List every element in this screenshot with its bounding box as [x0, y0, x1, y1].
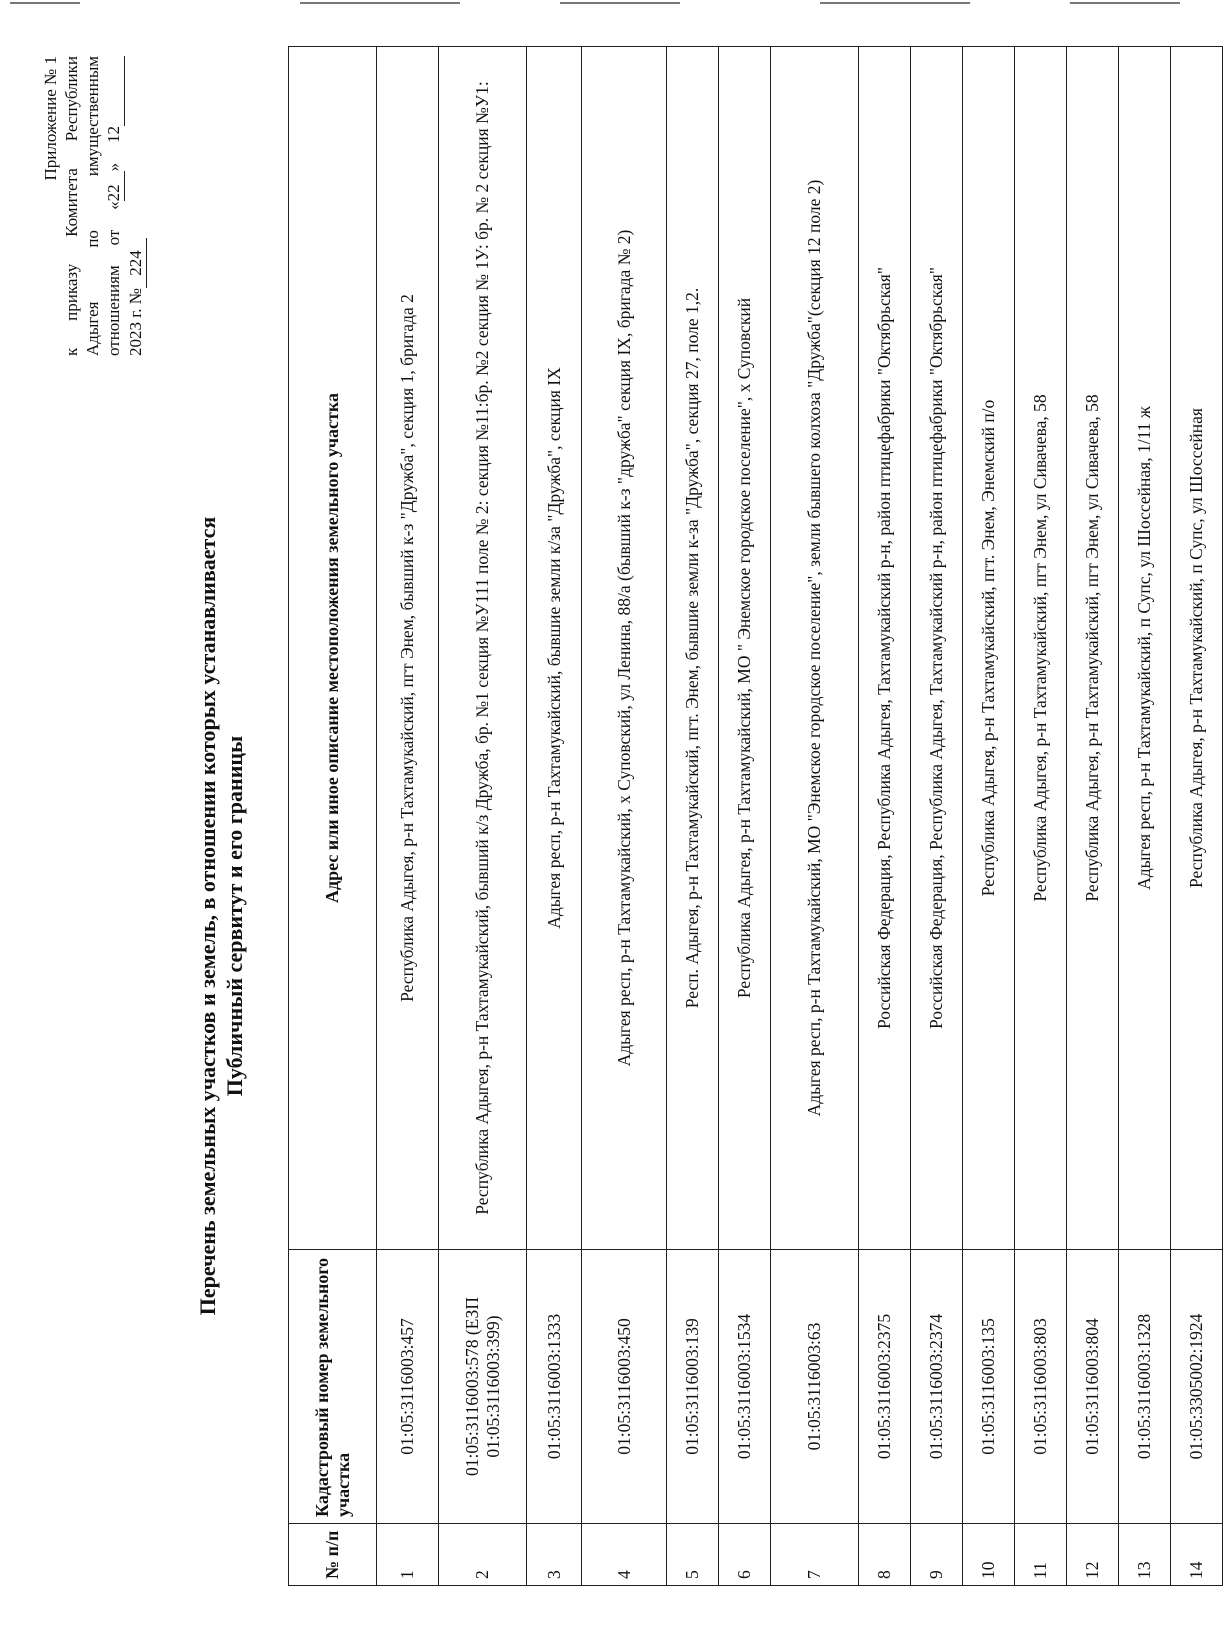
- row-address: Российская Федерация, Республика Адыгея, Тахтамукайский р-н, район птицефабрики "Октябрьская": [911, 47, 963, 1250]
- appendix-order-line: к приказу Комитета Республики: [62, 56, 81, 356]
- appendix-year-prefix: 2023 г. №: [126, 287, 145, 356]
- row-number: 12: [1067, 1524, 1119, 1586]
- scan-artifact-line: [10, 2, 80, 4]
- row-cadastral-number: 01:05:3116003:457: [377, 1250, 439, 1524]
- scan-artifact-line: [820, 2, 970, 4]
- row-cadastral-number: 01:05:3116003:2374: [911, 1250, 963, 1524]
- table-row: [527, 47, 582, 1586]
- row-cadastral-number: 01:05:3116003:135: [963, 1250, 1015, 1524]
- row-number: 14: [1171, 1524, 1223, 1586]
- row-cadastral-number: 01:05:3116003:578 (ЕЗП 01:05:3116003:399): [439, 1250, 527, 1524]
- table-row: [771, 47, 859, 1586]
- header-address: Адрес или иное описание местоположения земельного участка: [289, 47, 377, 1250]
- row-number: 6: [719, 1524, 771, 1586]
- title-line-1: Перечень земельных участков и земель, в отношении которых устанавливается: [195, 516, 220, 1316]
- row-cadastral-number: 01:05:3116003:1333: [527, 1250, 582, 1524]
- appendix-date-day: 22: [103, 171, 125, 201]
- row-address: Адыгея респ, р-н Тахтамукайский, х Суповский, ул Ленина, 88/а (бывший к-з "дружба" секция IX, бригада № 2): [582, 47, 667, 1250]
- appendix-order-number: 224: [125, 238, 147, 288]
- row-address: Адыгея респ, р-н Тахтамукайский, МО "Энемское городское поселение", земли бывшего колхоза "Дружба"(секция 12 поле 2): [771, 47, 859, 1250]
- row-cadastral-number: 01:05:3116003:1328: [1119, 1250, 1171, 1524]
- title-line-2: Публичный сервитут и его границы: [222, 735, 247, 1097]
- table-row: [439, 47, 527, 1586]
- row-cadastral-number: 01:05:3305002:1924: [1171, 1250, 1223, 1524]
- appendix-number: Приложение № 1: [41, 56, 60, 181]
- row-number: 2: [439, 1524, 527, 1586]
- row-number: 3: [527, 1524, 582, 1586]
- row-number: 4: [582, 1524, 667, 1586]
- table-header-row: [289, 47, 377, 1586]
- table-row: [963, 47, 1015, 1586]
- row-number: 11: [1015, 1524, 1067, 1586]
- appendix-date-line: [103, 56, 125, 356]
- row-cadastral-number: 01:05:3116003:2375: [859, 1250, 911, 1524]
- header-number: № п/п: [289, 1524, 377, 1586]
- table-row: [377, 47, 439, 1586]
- row-address: Респ. Адыгея, р-н Тахтамукайский, пгт. Энем, бывшие земли к-за "Дружба", секция 27, поле 1,2.: [667, 47, 719, 1250]
- table-row: [1171, 47, 1223, 1586]
- row-number: 10: [963, 1524, 1015, 1586]
- appendix-date-suffix: » 12: [104, 126, 123, 172]
- appendix-committee-line: Адыгея по имущественным: [83, 56, 102, 356]
- table-row: [719, 47, 771, 1586]
- scan-artifact-line: [1070, 2, 1180, 4]
- table-row: [911, 47, 963, 1586]
- row-cadastral-number: 01:05:3116003:804: [1067, 1250, 1119, 1524]
- row-number: 9: [911, 1524, 963, 1586]
- table-row: [582, 47, 667, 1586]
- row-address: Адыгея респ, р-н Тахтамукайский, бывшие земли к/за "Дружба", секция IX: [527, 47, 582, 1250]
- appendix-date-prefix: отношениям от «: [104, 201, 123, 356]
- scan-artifact-line: [560, 2, 680, 4]
- row-number: 8: [859, 1524, 911, 1586]
- table-row: [1119, 47, 1171, 1586]
- row-cadastral-number: 01:05:3116003:63: [771, 1250, 859, 1524]
- appendix-header: [40, 56, 147, 356]
- row-address: Российская Федерация, Республика Адыгея, Тахтамукайский р-н, район птицефабрики "Октябрьская": [859, 47, 911, 1250]
- scan-artifact-line: [300, 2, 460, 4]
- table-row: [859, 47, 911, 1586]
- row-address: Республика Адыгея, р-н Тахтамукайский, п Супс, ул Шоссейная: [1171, 47, 1223, 1250]
- land-plots-table: [288, 46, 1223, 1586]
- row-cadastral-number: 01:05:3116003:1534: [719, 1250, 771, 1524]
- appendix-date-blank: [103, 56, 125, 126]
- row-number: 13: [1119, 1524, 1171, 1586]
- document-title: [194, 366, 248, 1466]
- row-address: Республика Адыгея, р-н Тахтамукайский, МО " Энемское городское поселение", х Суповский: [719, 47, 771, 1250]
- row-cadastral-number: 01:05:3116003:450: [582, 1250, 667, 1524]
- row-address: Республика Адыгея, р-н Тахтамукайский, пгт Энем, бывший к-з "Дружба", секция 1, бригада 2: [377, 47, 439, 1250]
- row-number: 1: [377, 1524, 439, 1586]
- row-address: Республика Адыгея, р-н Тахтамукайский, бывший к/з Дружба, бр. №1 секция №У111 поле № 2: секция №11:бр. №2 секция № 1У: бр. № 2 секция №У1:: [439, 47, 527, 1250]
- row-address: Республика Адыгея, р-н Тахтамукайский, пгт Энем, ул Сивачева, 58: [1067, 47, 1119, 1250]
- row-address: Республика Адыгея, р-н Тахтамукайский, пгт Энем, ул Сивачева, 58: [1015, 47, 1067, 1250]
- row-cadastral-number: 01:05:3116003:803: [1015, 1250, 1067, 1524]
- table-row: [1015, 47, 1067, 1586]
- table-row: [667, 47, 719, 1586]
- header-cadastral-number: Кадастровый номер земельного участка: [289, 1250, 377, 1524]
- table-row: [1067, 47, 1119, 1586]
- row-cadastral-number: 01:05:3116003:139: [667, 1250, 719, 1524]
- row-number: 7: [771, 1524, 859, 1586]
- row-address: Адыгея респ, р-н Тахтамукайский, п Супс, ул Шоссейная, 1/11 ж: [1119, 47, 1171, 1250]
- row-number: 5: [667, 1524, 719, 1586]
- row-address: Республика Адыгея, р-н Тахтамукайский, пгт. Энем, Энемский п/о: [963, 47, 1015, 1250]
- appendix-number-line: [125, 56, 147, 356]
